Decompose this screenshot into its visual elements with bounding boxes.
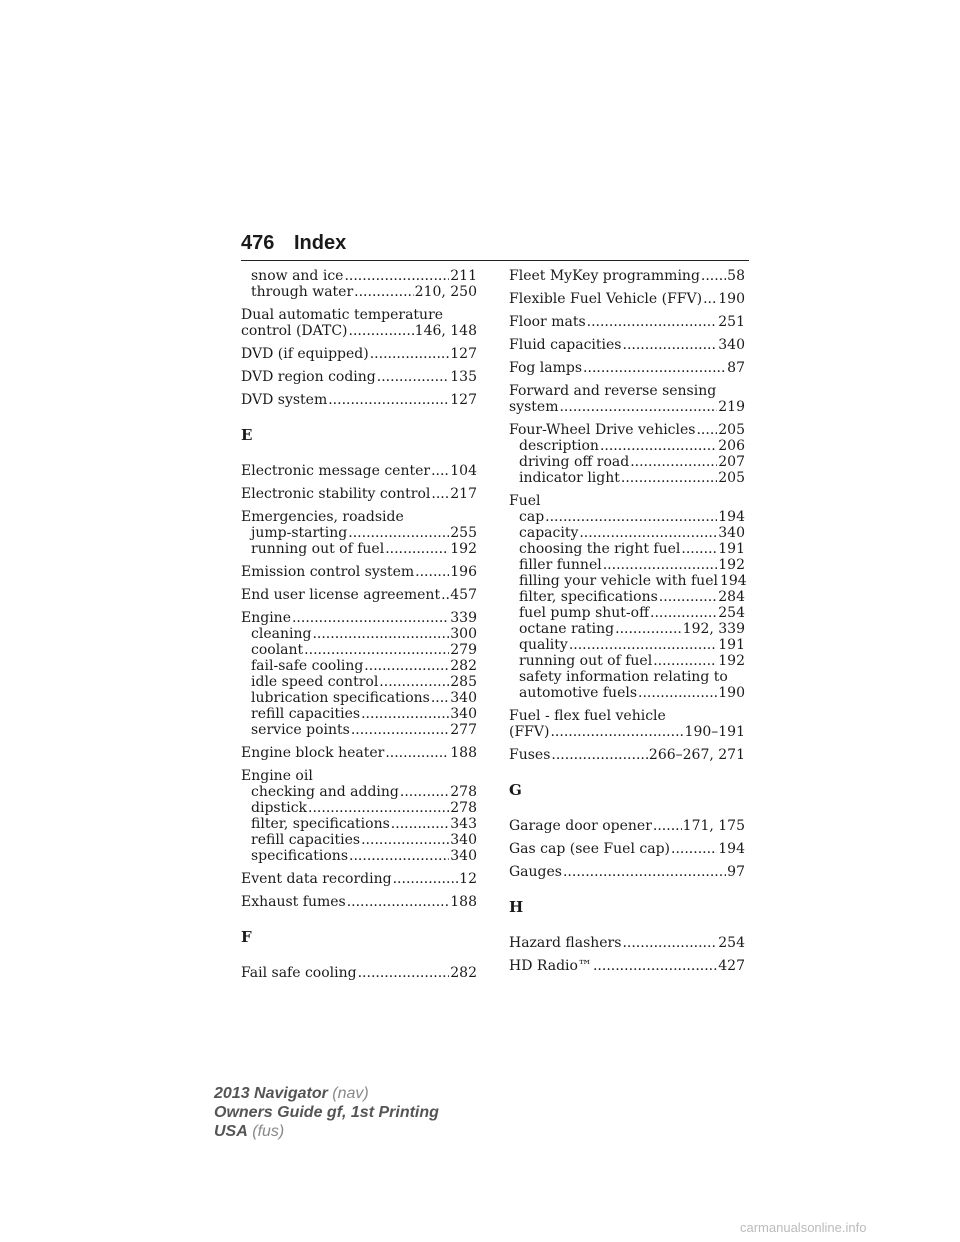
index-entry-term: description xyxy=(519,438,599,454)
index-entry xyxy=(509,818,745,834)
index-entry-term: Fuel xyxy=(509,493,541,509)
dot-leader xyxy=(623,337,718,353)
index-entry-page: 300 xyxy=(450,626,477,642)
index-subentry xyxy=(509,685,745,701)
index-entry xyxy=(509,314,745,330)
dot-leader xyxy=(701,268,726,284)
index-subentry xyxy=(241,848,477,864)
index-entry-term: filling your vehicle with fuel xyxy=(519,573,718,589)
dot-leader xyxy=(671,841,717,857)
footer-region: USA xyxy=(214,1123,248,1140)
index-entry-term: dipstick xyxy=(251,800,308,816)
dot-leader xyxy=(379,674,449,690)
index-entry-term: refill capacities xyxy=(251,706,361,722)
index-entry-page: 277 xyxy=(450,722,477,738)
dot-leader xyxy=(696,422,717,438)
dot-leader xyxy=(650,605,717,621)
index-entry-page: 210, 250 xyxy=(414,284,477,300)
index-entry xyxy=(509,268,745,284)
index-column-right xyxy=(509,268,745,974)
index-entry-term: cleaning xyxy=(251,626,312,642)
index-entry xyxy=(509,291,745,307)
dot-leader xyxy=(347,894,450,910)
index-entry-page: 191 xyxy=(718,637,745,653)
index-entry-term: Exhaust fumes xyxy=(241,894,346,910)
index-entry xyxy=(509,841,745,857)
index-entry xyxy=(509,399,745,415)
dot-leader xyxy=(551,747,648,763)
dot-leader xyxy=(545,509,717,525)
index-entry-term: Engine block heater xyxy=(241,745,385,761)
page-number: 476 xyxy=(241,232,275,254)
index-entry xyxy=(509,747,745,763)
index-entry-page: 211 xyxy=(450,268,477,284)
index-entry-term: lubrication specifications xyxy=(251,690,430,706)
index-subentry xyxy=(509,557,745,573)
index-column-left xyxy=(241,268,477,981)
index-entry-term: Fleet MyKey programming xyxy=(509,268,700,284)
index-entry-term: Emission control system xyxy=(241,564,415,580)
index-entry xyxy=(241,323,477,339)
dot-leader xyxy=(703,291,717,307)
index-entry-term: choosing the right fuel xyxy=(519,541,681,557)
index-entry-page: 97 xyxy=(727,864,745,880)
index-entry-term: idle speed control xyxy=(251,674,379,690)
index-subentry xyxy=(241,674,477,690)
index-entry-page: 282 xyxy=(450,658,477,674)
index-entry-term: Engine xyxy=(241,610,291,626)
index-entry xyxy=(241,463,477,479)
dot-leader xyxy=(292,610,449,626)
index-entry-term: Electronic message center xyxy=(241,463,431,479)
index-entry xyxy=(509,422,745,438)
index-subentry xyxy=(509,637,745,653)
index-entry-term: Hazard flashers xyxy=(509,935,622,951)
index-entry-term: Fail safe cooling xyxy=(241,965,357,981)
index-entry-page: 254 xyxy=(718,605,745,621)
index-entry-page: 127 xyxy=(450,392,477,408)
dot-leader xyxy=(593,958,717,974)
index-entry-term: indicator light xyxy=(519,470,620,486)
index-entry-page: 191 xyxy=(718,541,745,557)
index-subentry xyxy=(509,669,745,685)
index-entry-term: Fog lamps xyxy=(509,360,583,376)
index-entry-page: 171, 175 xyxy=(682,818,745,834)
index-entry-term: filler funnel xyxy=(519,557,602,573)
index-subentry xyxy=(509,525,745,541)
index-entry-page: 278 xyxy=(450,800,477,816)
index-entry-page: 192 xyxy=(450,541,477,557)
dot-leader xyxy=(441,587,449,603)
index-entry-term: HD Radio™ xyxy=(509,958,592,974)
dot-leader xyxy=(638,685,717,701)
index-entry-page: 207 xyxy=(718,454,745,470)
index-entry xyxy=(509,383,745,399)
index-entry-page: 254 xyxy=(718,935,745,951)
index-entry xyxy=(241,392,477,408)
dot-leader xyxy=(348,525,449,541)
index-entry-page: 205 xyxy=(718,422,745,438)
dot-leader xyxy=(621,470,717,486)
index-entry-term: Garage door opener xyxy=(509,818,652,834)
document-footer xyxy=(214,1084,439,1141)
dot-leader xyxy=(579,525,717,541)
index-entry-term: filter, specifications xyxy=(519,589,658,605)
index-subentry xyxy=(509,454,745,470)
index-entry-page: 205 xyxy=(718,470,745,486)
index-subentry xyxy=(509,621,745,637)
footer-model-code: (nav) xyxy=(332,1085,369,1102)
dot-leader xyxy=(431,690,449,706)
index-entry-page: 146, 148 xyxy=(414,323,477,339)
index-entry-term: DVD system xyxy=(241,392,328,408)
dot-leader xyxy=(431,463,449,479)
index-entry-term: running out of fuel xyxy=(519,653,653,669)
dot-leader xyxy=(569,637,717,653)
index-entry xyxy=(241,768,477,784)
index-entry-page: 282 xyxy=(450,965,477,981)
index-entry-page: 285 xyxy=(450,674,477,690)
index-entry-term: fuel pump shut-off xyxy=(519,605,650,621)
index-section-letter: H xyxy=(509,898,524,916)
index-entry-page: 340 xyxy=(450,706,477,722)
index-entry xyxy=(241,509,477,525)
dot-leader xyxy=(603,557,718,573)
index-section-letter: E xyxy=(241,426,253,444)
index-entry-page: 192 xyxy=(718,653,745,669)
index-entry-page: 427 xyxy=(718,958,745,974)
index-subentry xyxy=(509,573,745,589)
index-entry xyxy=(241,871,477,887)
index-entry xyxy=(509,958,745,974)
index-entry xyxy=(241,894,477,910)
index-entry-term: Fluid capacities xyxy=(509,337,622,353)
dot-leader xyxy=(587,314,718,330)
dot-leader xyxy=(370,346,450,362)
dot-leader xyxy=(653,818,682,834)
index-entry xyxy=(509,708,745,724)
index-entry-term: Emergencies, roadside xyxy=(241,509,404,525)
dot-leader xyxy=(391,816,449,832)
index-subentry xyxy=(241,626,477,642)
dot-leader xyxy=(622,935,717,951)
index-entry-term: automotive fuels xyxy=(519,685,638,701)
dot-leader xyxy=(358,965,450,981)
index-section-letter: G xyxy=(509,781,522,799)
index-entry-term: Dual automatic temperature xyxy=(241,307,444,323)
index-entry-term: (FFV) xyxy=(509,724,550,740)
dot-leader xyxy=(364,658,449,674)
index-entry xyxy=(241,307,477,323)
dot-leader xyxy=(415,564,449,580)
index-entry-term: capacity xyxy=(519,525,579,541)
index-entry-term: Event data recording xyxy=(241,871,392,887)
index-entry-term: fail-safe cooling xyxy=(251,658,364,674)
index-entry-page: 135 xyxy=(450,369,477,385)
index-entry-page: 339 xyxy=(450,610,477,626)
index-subentry xyxy=(241,642,477,658)
index-entry-page: 278 xyxy=(450,784,477,800)
index-entry-page: 219 xyxy=(718,399,745,415)
index-subentry xyxy=(241,284,477,300)
index-entry-page: 194 xyxy=(718,509,745,525)
footer-model: 2013 Navigator xyxy=(214,1085,328,1102)
index-entry-term: service points xyxy=(251,722,350,738)
dot-leader xyxy=(563,864,726,880)
index-entry-term: Electronic stability control xyxy=(241,486,431,502)
index-subentry xyxy=(509,589,745,605)
dot-leader xyxy=(559,399,717,415)
index-entry-page: 188 xyxy=(450,745,477,761)
index-entry-term: End user license agreement xyxy=(241,587,441,603)
dot-leader xyxy=(351,722,449,738)
index-entry-page: 340 xyxy=(450,848,477,864)
index-subentry xyxy=(509,541,745,557)
index-entry-page: 343 xyxy=(450,816,477,832)
index-entry-page: 255 xyxy=(450,525,477,541)
index-entry-page: 251 xyxy=(718,314,745,330)
dot-leader xyxy=(349,848,449,864)
index-entry-term: Fuel - flex fuel vehicle xyxy=(509,708,666,724)
index-entry xyxy=(509,864,745,880)
index-entry-term: coolant xyxy=(251,642,304,658)
index-entry-term: Flexible Fuel Vehicle (FFV) xyxy=(509,291,703,307)
dot-leader xyxy=(354,284,414,300)
index-entry-term: jump-starting xyxy=(251,525,348,541)
index-entry-term: specifications xyxy=(251,848,349,864)
index-entry xyxy=(509,935,745,951)
index-entry xyxy=(241,610,477,626)
dot-leader xyxy=(431,486,449,502)
index-entry-term: Engine oil xyxy=(241,768,313,784)
index-subentry xyxy=(509,653,745,669)
index-subentry xyxy=(241,784,477,800)
index-entry xyxy=(241,486,477,502)
index-subentry xyxy=(241,268,477,284)
dot-leader xyxy=(681,541,717,557)
index-entry-page: 192, 339 xyxy=(682,621,745,637)
index-entry xyxy=(509,724,745,740)
index-subentry xyxy=(509,509,745,525)
dot-leader xyxy=(377,369,450,385)
dot-leader xyxy=(600,438,717,454)
index-entry xyxy=(241,346,477,362)
index-entry-term: control (DATC) xyxy=(241,323,348,339)
index-entry xyxy=(509,337,745,353)
index-entry-term: running out of fuel xyxy=(251,541,385,557)
index-entry-term: through water xyxy=(251,284,354,300)
dot-leader xyxy=(393,871,459,887)
page-header xyxy=(241,232,749,260)
index-entry-term: cap xyxy=(519,509,545,525)
index-entry-term: octane rating xyxy=(519,621,615,637)
index-entry xyxy=(509,493,745,509)
index-entry xyxy=(241,587,477,603)
index-entry xyxy=(241,564,477,580)
index-entry-term: Gas cap (see Fuel cap) xyxy=(509,841,670,857)
index-entry xyxy=(241,965,477,981)
dot-leader xyxy=(344,268,449,284)
index-subentry xyxy=(241,658,477,674)
index-entry-term: Fuses xyxy=(509,747,551,763)
index-entry-term: filter, specifications xyxy=(251,816,390,832)
index-entry-page: 192 xyxy=(718,557,745,573)
index-entry-page: 217 xyxy=(450,486,477,502)
index-entry-term: safety information relating to xyxy=(519,669,728,685)
dot-leader xyxy=(385,745,449,761)
index-entry-term: driving off road xyxy=(519,454,630,470)
index-entry-term: DVD region coding xyxy=(241,369,376,385)
index-entry-page: 340 xyxy=(718,337,745,353)
index-entry-page: 190 xyxy=(718,291,745,307)
footer-edition: Owners Guide gf, 1st Printing xyxy=(214,1104,439,1121)
index-entry-term: Forward and reverse sensing xyxy=(509,383,717,399)
index-entry-page: 12 xyxy=(459,871,477,887)
header-rule xyxy=(241,260,749,261)
index-entry xyxy=(241,745,477,761)
index-entry-term: Floor mats xyxy=(509,314,586,330)
dot-leader xyxy=(653,653,717,669)
index-entry-page: 87 xyxy=(727,360,745,376)
index-subentry xyxy=(509,470,745,486)
dot-leader xyxy=(328,392,449,408)
index-entry-term: DVD (if equipped) xyxy=(241,346,369,362)
dot-leader xyxy=(630,454,717,470)
footer-region-code: (fus) xyxy=(252,1123,285,1140)
index-entry-term: system xyxy=(509,399,559,415)
index-entry-page: 58 xyxy=(727,268,745,284)
index-entry-page: 279 xyxy=(450,642,477,658)
page-title: Index xyxy=(294,232,347,254)
index-entry xyxy=(509,360,745,376)
watermark-text: carmanualsonline.info xyxy=(740,1220,867,1235)
dot-leader xyxy=(361,832,449,848)
dot-leader xyxy=(550,724,683,740)
index-entry-term: snow and ice xyxy=(251,268,344,284)
index-entry-page: 194 xyxy=(719,573,747,589)
index-entry xyxy=(241,369,477,385)
index-entry-page: 266–267, 271 xyxy=(648,747,745,763)
index-entry-page: 206 xyxy=(718,438,745,454)
index-entry-page: 127 xyxy=(450,346,477,362)
index-entry-term: refill capacities xyxy=(251,832,361,848)
index-entry-term: Four-Wheel Drive vehicles xyxy=(509,422,696,438)
index-entry-page: 190–191 xyxy=(684,724,745,740)
index-entry-page: 188 xyxy=(450,894,477,910)
dot-leader xyxy=(312,626,449,642)
index-entry-term: quality xyxy=(519,637,568,653)
index-subentry xyxy=(241,706,477,722)
index-section-letter: F xyxy=(241,928,252,946)
index-entry-page: 284 xyxy=(718,589,745,605)
index-subentry xyxy=(509,438,745,454)
index-subentry xyxy=(241,832,477,848)
index-entry-page: 457 xyxy=(450,587,477,603)
dot-leader xyxy=(615,621,682,637)
index-entry-page: 104 xyxy=(450,463,477,479)
index-entry-term: checking and adding xyxy=(251,784,399,800)
index-entry-page: 194 xyxy=(718,841,745,857)
index-subentry xyxy=(241,722,477,738)
index-entry-page: 190 xyxy=(718,685,745,701)
index-entry-page: 340 xyxy=(450,690,477,706)
dot-leader xyxy=(304,642,449,658)
dot-leader xyxy=(400,784,449,800)
dot-leader xyxy=(385,541,449,557)
index-subentry xyxy=(509,605,745,621)
index-subentry xyxy=(241,541,477,557)
dot-leader xyxy=(659,589,717,605)
dot-leader xyxy=(583,360,726,376)
dot-leader xyxy=(349,323,414,339)
dot-leader xyxy=(308,800,449,816)
dot-leader xyxy=(361,706,449,722)
index-subentry xyxy=(241,816,477,832)
index-entry-page: 196 xyxy=(450,564,477,580)
index-subentry xyxy=(241,525,477,541)
index-subentry xyxy=(241,800,477,816)
index-entry-term: Gauges xyxy=(509,864,562,880)
index-entry-page: 340 xyxy=(718,525,745,541)
index-entry-page: 340 xyxy=(450,832,477,848)
index-subentry xyxy=(241,690,477,706)
